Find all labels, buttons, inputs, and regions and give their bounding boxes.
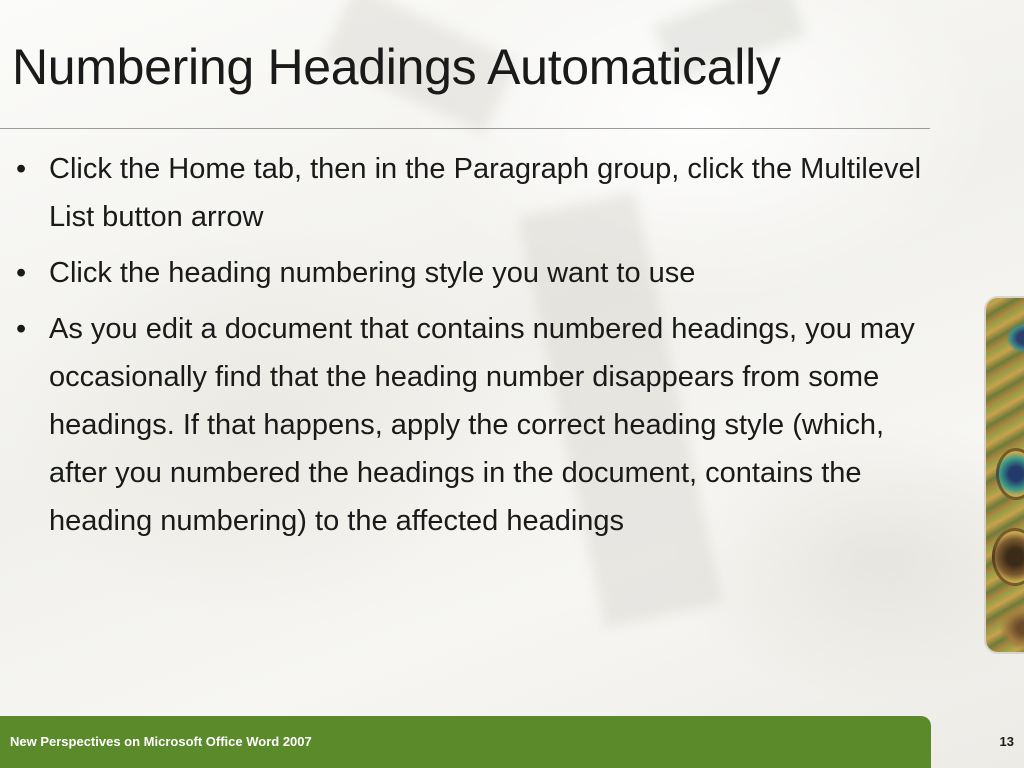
bullet-item <box>16 305 946 545</box>
bullet-icon: • <box>16 153 27 185</box>
page-number: 13 <box>999 734 1014 749</box>
peacock-feather-image <box>984 296 1024 654</box>
slide-title: Numbering Headings Automatically <box>12 39 781 95</box>
bullet-list <box>16 145 946 553</box>
feather-eye-decoration <box>996 448 1024 500</box>
bullet-icon: • <box>16 313 27 345</box>
bullet-text: As you edit a document that contains numbered headings, you may occasionally find that the heading number disappears from some headings. If that happens, apply the correct heading style (which, after you numbered the headings in the document, contains the heading numbering) to the affected headings <box>49 313 915 537</box>
title-divider <box>0 128 930 129</box>
bullet-item <box>16 145 946 241</box>
bullet-icon: • <box>16 257 27 289</box>
bullet-item <box>16 249 946 297</box>
feather-eye-decoration <box>992 528 1024 586</box>
bullet-text: Click the heading numbering style you want to use <box>49 257 696 289</box>
bullet-text: Click the Home tab, then in the Paragraph group, click the Multilevel List button arrow <box>49 153 922 233</box>
footer-text: New Perspectives on Microsoft Office Word 2007 <box>10 734 312 749</box>
